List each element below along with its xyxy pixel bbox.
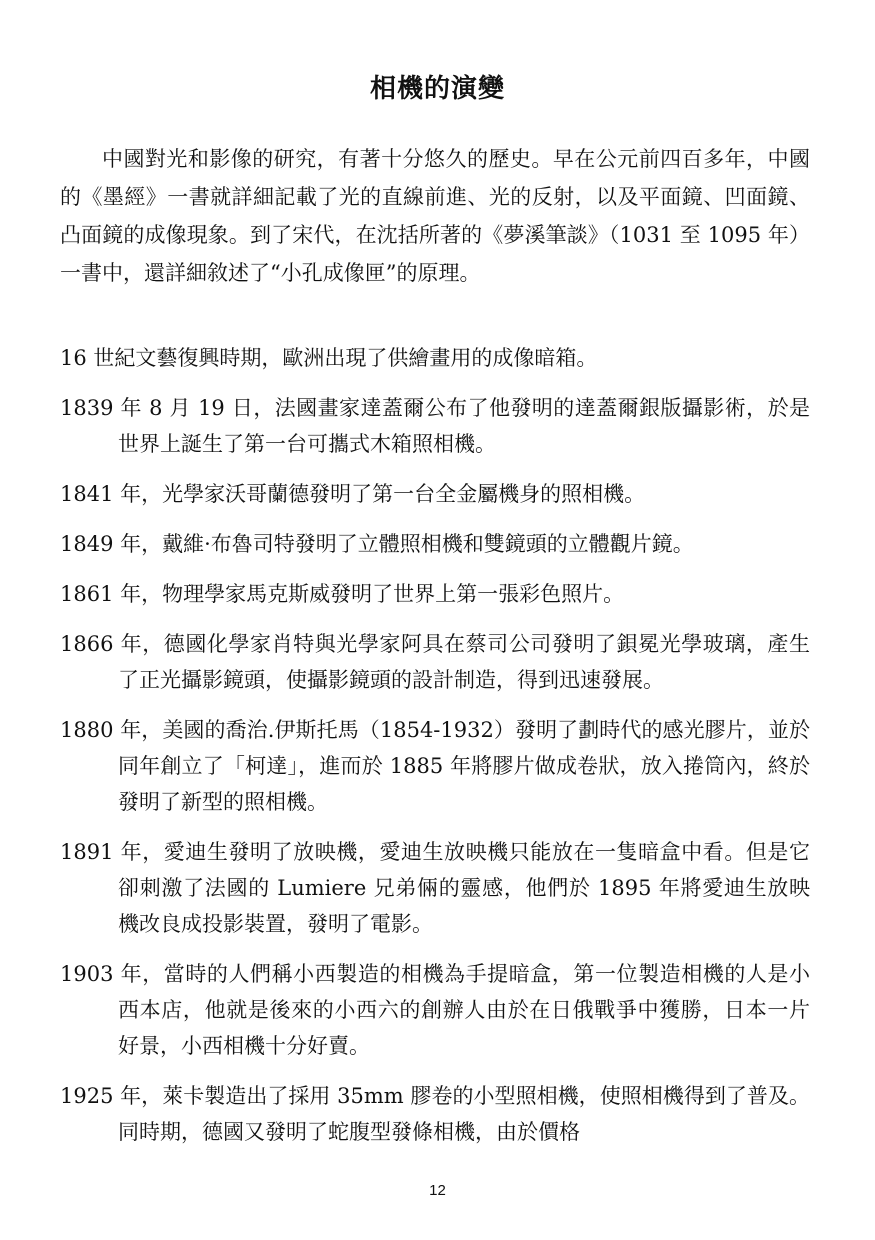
- timeline-entry-1841: 1841 年，光學家沃哥蘭德發明了第一台全金屬機身的照相機。: [60, 482, 646, 506]
- timeline-entry-1891: 1891 年，愛迪生發明了放映機，愛迪生放映機只能放在一隻暗盒中看。但是它卻刺激了法國的 Lumiere 兄弟倆的靈感，他們於 1895 年將愛迪生放映機改良成投影裝置，發明了電影。: [60, 840, 810, 936]
- intro-paragraph: 中國對光和影像的研究，有著十分悠久的歷史。早在公元前四百多年，中國的《墨經》一書就詳細記載了光的直線前進、光的反射，以及平面鏡、凹面鏡、凸面鏡的成像現象。到了宋代，在沈括所著的《夢溪筆談》（1031 至 1095 年）一書中，還詳細敘述了“小孔成像匣”的原理。: [60, 147, 810, 285]
- timeline-list: [60, 340, 810, 1164]
- timeline-entry-16th-century: 16 世紀文藝復興時期，歐洲出現了供繪畫用的成像暗箱。: [60, 346, 598, 370]
- timeline-entry-1903: 1903 年，當時的人們稱小西製造的相機為手提暗盒，第一位製造相機的人是小西本店，他就是後來的小西六的創辦人由於在日俄戰爭中獲勝，日本一片好景，小西相機十分好賣。: [60, 962, 810, 1058]
- timeline-entry-1925: 1925 年，萊卡製造出了採用 35mm 膠卷的小型照相機，使照相機得到了普及。同時期，德國又發明了蛇腹型發條相機，由於價格: [60, 1084, 810, 1144]
- timeline-entry-1861: 1861 年，物理學家馬克斯威發明了世界上第一張彩色照片。: [60, 582, 625, 606]
- timeline-entry-1839: 1839 年 8 月 19 日，法國畫家達蓋爾公布了他發明的達蓋爾銀版攝影術，於是世界上誕生了第一台可攜式木箱照相機。: [60, 396, 810, 456]
- timeline-entry-1849: 1849 年，戴維·布魯司特發明了立體照相機和雙鏡頭的立體觀片鏡。: [60, 532, 694, 556]
- page-title: 相機的演變: [369, 74, 505, 104]
- timeline-entry-1880: 1880 年，美國的喬治.伊斯托馬（1854-1932）發明了劃時代的感光膠片，並於同年創立了「柯達」，進而於 1885 年將膠片做成卷狀，放入捲筒內，終於發明了新型的照相機。: [60, 718, 810, 814]
- timeline-entry-1866: 1866 年，德國化學家肖特與光學家阿具在蔡司公司發明了鋇冕光學玻璃，產生了正光攝影鏡頭，使攝影鏡頭的設計制造，得到迅速發展。: [60, 632, 810, 692]
- page-number: 12: [429, 1182, 446, 1199]
